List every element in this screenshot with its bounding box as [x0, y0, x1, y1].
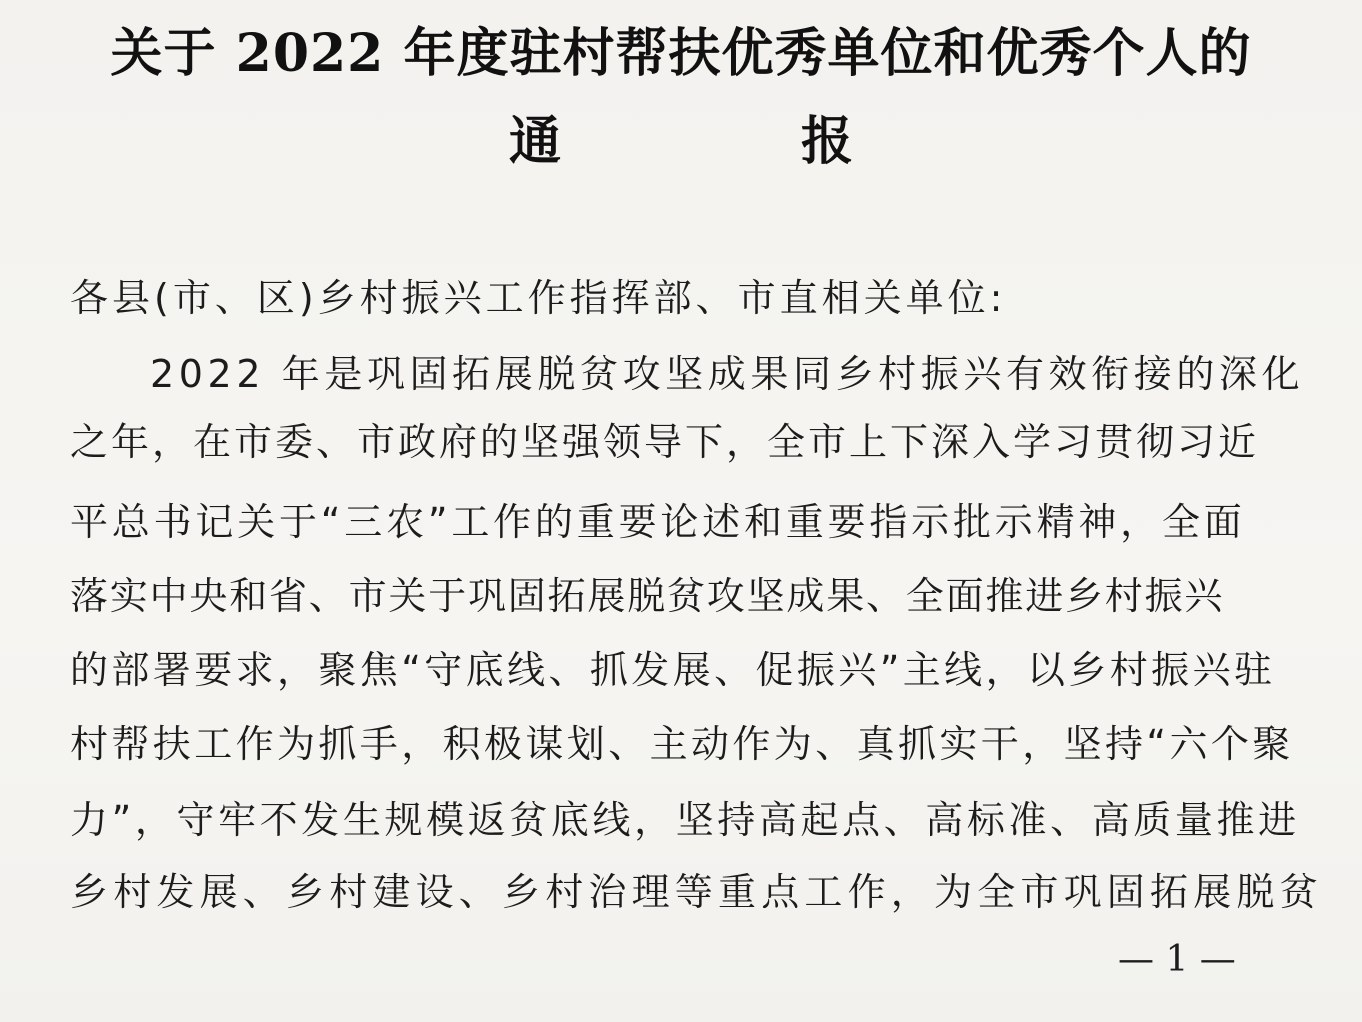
page-number: — 1 —	[1118, 939, 1236, 980]
body-line: 力”，守牢不发生规模返贫底线，坚持高起点、高标准、高质量推进	[70, 798, 1300, 842]
title-char-right: 报	[801, 111, 854, 172]
body-line: 的部署要求，聚焦“守底线、抓发展、促振兴”主线，以乡村振兴驻	[70, 648, 1276, 692]
body-line: 之年，在市委、市政府的坚强领导下，全市上下深入学习贯彻习近	[70, 420, 1260, 464]
salutation: 各县(市、区)乡村振兴工作指挥部、市直相关单位:	[70, 276, 1007, 320]
document-title-line1: 关于 2022 年度驻村帮扶优秀单位和优秀个人的	[110, 23, 1252, 84]
body-line: 落实中央和省、市关于巩固拓展脱贫攻坚成果、全面推进乡村振兴	[70, 574, 1225, 618]
body-line: 村帮扶工作为抓手，积极谋划、主动作为、真抓实干，坚持“六个聚	[70, 722, 1294, 766]
body-paragraph	[70, 0, 1323, 1022]
body-line: 平总书记关于“三农”工作的重要论述和重要指示批示精神，全面	[70, 500, 1246, 544]
title-char-left: 通	[508, 111, 561, 172]
body-line: 乡村发展、乡村建设、乡村治理等重点工作，为全市巩固拓展脱贫	[70, 870, 1323, 914]
body-line: 2022 年是巩固拓展脱贫攻坚成果同乡村振兴有效衔接的深化	[150, 352, 1305, 396]
